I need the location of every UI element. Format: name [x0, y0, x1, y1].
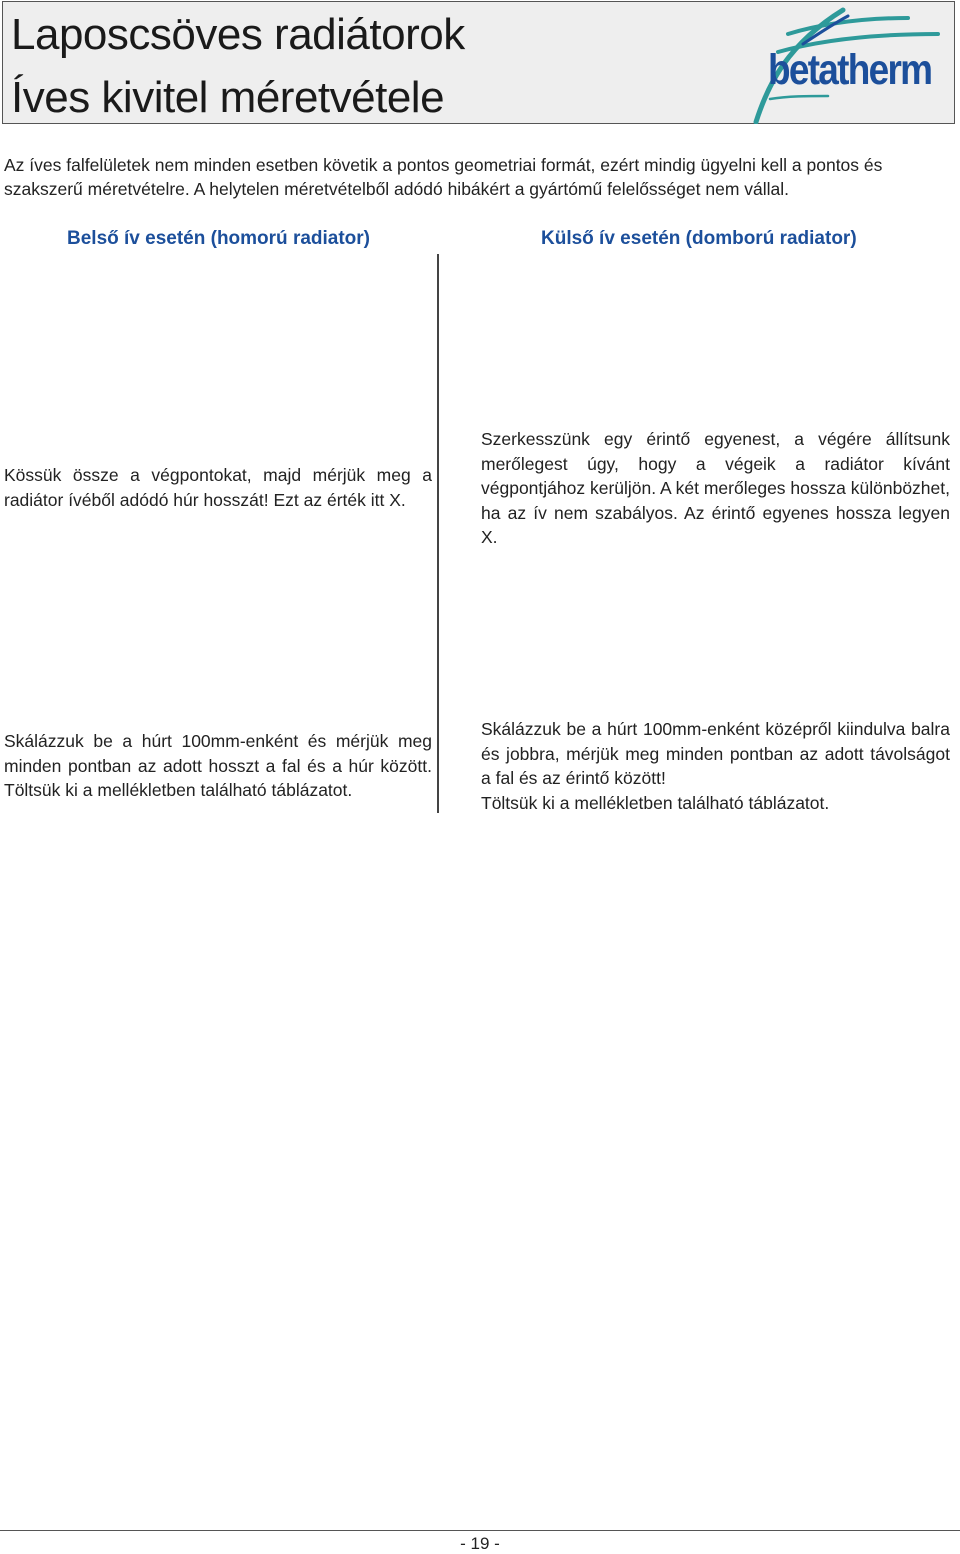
inner-arc-step-1: Kössük össze a végpontokat, majd mérjük meg a radiátor ívéből adódó húr hosszát! Ezt az érték itt X. [4, 465, 432, 510]
footer-rule [0, 1530, 960, 1531]
inner-arc-step-2: Skálázzuk be a húrt 100mm-enként és mérjük meg minden pontban az adott hosszt a fal és a húr között. Töltsük ki a mellékletben található táblázatot. [4, 731, 432, 800]
intro-paragraph: Az íves falfelületek nem minden esetben követik a pontos geometriai formát, ezért mindig ügyelni kell a pontos és szakszerű méretvételre. A helytelen méretvételből adódó hibákért a gyártómű felelősséget nem vállal. [4, 155, 883, 199]
betatherm-logo [748, 4, 956, 124]
logo-wordmark: betatherm [768, 46, 932, 94]
section-title-outer-arc: Külső ív esetén (domború radiator) [541, 228, 857, 249]
outer-arc-step-2 [481, 717, 950, 815]
section-title-inner-arc: Belső ív esetén (homorú radiator) [67, 228, 371, 249]
outer-arc-step-2-table-note: Töltsük ki a mellékletben található táblázatot. [481, 792, 830, 813]
outer-arc-step-2-text: Skálázzuk be a húrt 100mm-enként középről kiindulva balra és jobbra, mérjük meg minden pontban az adott távolságot a fal és az érintő között! [481, 719, 950, 788]
page-number: - 19 - [460, 1534, 500, 1553]
title-line-2: Íves kivitel méretvétele [11, 73, 445, 122]
title-line-1: Laposcsöves radiátorok [11, 10, 465, 59]
column-divider [437, 254, 439, 813]
page-header [2, 1, 955, 124]
outer-arc-step-1: Szerkesszünk egy érintő egyenest, a végére állítsunk merőlegest úgy, hogy a végeik a radiátor kívánt végpontjához kerüljön. A két merőleges hossza különbözhet, ha az ív nem szabályos. Az érintő egyenes hossza legyen X. [481, 429, 950, 547]
